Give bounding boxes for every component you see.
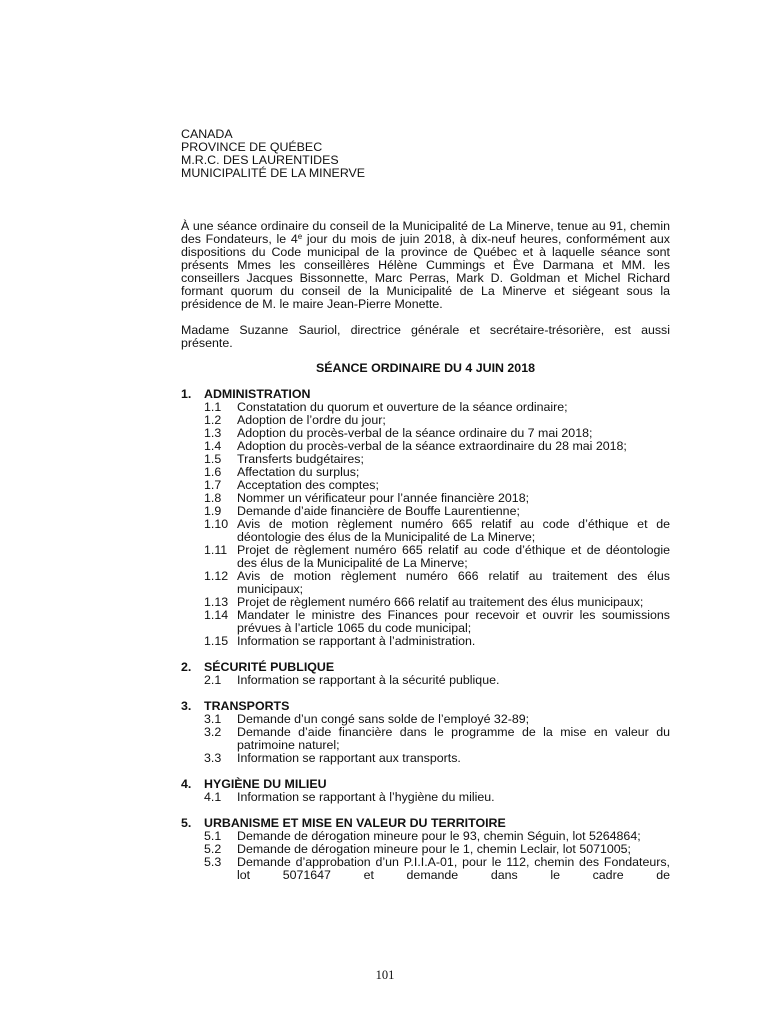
intro-superscript: e	[297, 232, 303, 241]
agenda	[181, 388, 670, 882]
agenda-section	[181, 700, 670, 765]
section-items	[204, 830, 670, 882]
agenda-item	[204, 726, 670, 752]
item-text: Nommer un vérificateur pour l’année financière 2018;	[237, 491, 530, 505]
agenda-item	[204, 856, 670, 882]
item-text: Constatation du quorum et ouverture de la séance ordinaire;	[237, 400, 568, 414]
agenda-section	[181, 778, 670, 804]
section-number: 4.	[181, 777, 192, 791]
item-number: 1.4	[204, 439, 222, 453]
item-text: Adoption du procès-verbal de la séance extraordinaire du 28 mai 2018;	[237, 439, 627, 453]
item-text: Transferts budgétaires;	[237, 452, 364, 466]
section-title: HYGIÈNE DU MILIEU	[204, 777, 327, 791]
agenda-item	[204, 635, 670, 648]
item-number: 1.3	[204, 426, 222, 440]
item-number: 2.1	[204, 673, 222, 687]
agenda-section	[181, 817, 670, 882]
item-text: Demande d’un congé sans solde de l’employé 32-89;	[237, 712, 530, 726]
item-number: 1.5	[204, 452, 222, 466]
item-text: Information se rapportant aux transports.	[237, 751, 461, 765]
item-number: 1.11	[204, 543, 228, 557]
item-text: Adoption du procès-verbal de la séance ordinaire du 7 mai 2018;	[237, 426, 593, 440]
item-text: Information se rapportant à la sécurité publique.	[237, 673, 500, 687]
section-items	[204, 401, 670, 648]
item-number: 1.7	[204, 478, 222, 492]
header-block	[181, 128, 670, 180]
item-number: 3.1	[204, 712, 222, 726]
item-number: 1.6	[204, 465, 222, 479]
agenda-section	[181, 661, 670, 687]
item-text: Demande d’aide financière de Bouffe Laurentienne;	[237, 504, 520, 518]
agenda-item	[204, 791, 670, 804]
item-text: Information se rapportant à l’hygiène du milieu.	[237, 790, 495, 804]
section-items	[204, 713, 670, 765]
page-number: 101	[375, 968, 395, 982]
session-title: SÉANCE ORDINAIRE DU 4 JUIN 2018	[316, 361, 535, 375]
section-title: SÉCURITÉ PUBLIQUE	[204, 660, 335, 674]
section-number: 5.	[181, 816, 192, 830]
item-text: Information se rapportant à l’administration.	[237, 634, 476, 648]
section-number: 2.	[181, 660, 192, 674]
agenda-section	[181, 388, 670, 648]
item-text: Demande de dérogation mineure pour le 1, chemin Leclair, lot 5071005;	[237, 842, 632, 856]
item-text: Avis de motion règlement numéro 666 relatif au traitement des élus municipaux;	[237, 569, 670, 596]
section-items	[204, 674, 670, 687]
item-number: 1.13	[204, 595, 229, 609]
item-text: Affectation du surplus;	[237, 465, 360, 479]
item-number: 1.1	[204, 400, 222, 414]
item-number: 3.2	[204, 725, 222, 739]
item-text: Demande d’aide financière dans le programme de la mise en valeur du patrimoine naturel;	[237, 725, 670, 752]
section-number: 1.	[181, 387, 192, 401]
agenda-item	[204, 570, 670, 596]
item-number: 5.1	[204, 829, 222, 843]
item-text: Projet de règlement numéro 665 relatif au code d’éthique et de déontologie des élus de la Municipalité de La Minerve;	[237, 543, 670, 570]
item-text: Projet de règlement numéro 666 relatif au traitement des élus municipaux;	[237, 595, 644, 609]
intro-part2: jour du mois de juin 2018, à dix-neuf heures, conformément aux dispositions du Code municipal de la province de Québec et à laquelle séance sont présents Mmes les conseillères Hélène Cummings et Ève Darmana et MM. les conseillers Jacques Bissonnette, Marc Perras, Mark D. Goldman et Michel Richard formant quorum du conseil de la Municipalité de La Minerve et siégeant sous la présidence de M. le maire Jean-Pierre Monette.	[181, 232, 670, 311]
item-number: 3.3	[204, 751, 222, 765]
item-text: Demande de dérogation mineure pour le 93, chemin Séguin, lot 5264864;	[237, 829, 641, 843]
item-number: 1.12	[204, 569, 229, 583]
section-items	[204, 791, 670, 804]
item-number: 5.3	[204, 855, 222, 869]
section-title: URBANISME ET MISE EN VALEUR DU TERRITOIRE	[204, 816, 506, 830]
item-number: 1.8	[204, 491, 222, 505]
agenda-item	[204, 674, 670, 687]
item-text: Mandater le ministre des Finances pour recevoir et ouvrir les soumissions prévues à l’article 1065 du code municipal;	[237, 608, 670, 635]
header-country: CANADA	[181, 127, 233, 141]
header-province: PROVINCE DE QUÉBEC	[181, 140, 323, 154]
presence-paragraph: Madame Suzanne Sauriol, directrice générale et secrétaire-trésorière, est aussi présente.	[181, 323, 670, 350]
agenda-item	[204, 609, 670, 635]
document-page	[181, 128, 670, 882]
item-number: 1.15	[204, 634, 229, 648]
item-number: 1.9	[204, 504, 222, 518]
intro-paragraph	[181, 220, 670, 311]
section-title: TRANSPORTS	[204, 699, 290, 713]
agenda-item	[204, 518, 670, 544]
agenda-item	[204, 752, 670, 765]
intro-part1: À une séance ordinaire du conseil de la Municipalité de La Minerve, tenue au 91, chemin des Fondateurs, le 4	[181, 219, 670, 246]
item-number: 4.1	[204, 790, 222, 804]
item-text: Adoption de l’ordre du jour;	[237, 413, 386, 427]
header-mrc: M.R.C. DES LAURENTIDES	[181, 153, 339, 167]
item-number: 5.2	[204, 842, 222, 856]
item-text: Demande d’approbation d’un P.I.I.A-01, pour le 112, chemin des Fondateurs, lot 5071647 et demande dans le cadre de	[237, 855, 670, 882]
item-number: 1.14	[204, 608, 229, 622]
section-title: ADMINISTRATION	[204, 387, 311, 401]
item-text: Acceptation des comptes;	[237, 478, 379, 492]
item-number: 1.10	[204, 517, 229, 531]
header-municipality: MUNICIPALITÉ DE LA MINERVE	[181, 166, 366, 180]
agenda-item	[204, 544, 670, 570]
item-number: 1.2	[204, 413, 222, 427]
section-number: 3.	[181, 699, 192, 713]
item-text: Avis de motion règlement numéro 665 relatif au code d’éthique et de déontologie des élus de la Municipalité de La Minerve;	[237, 517, 670, 544]
